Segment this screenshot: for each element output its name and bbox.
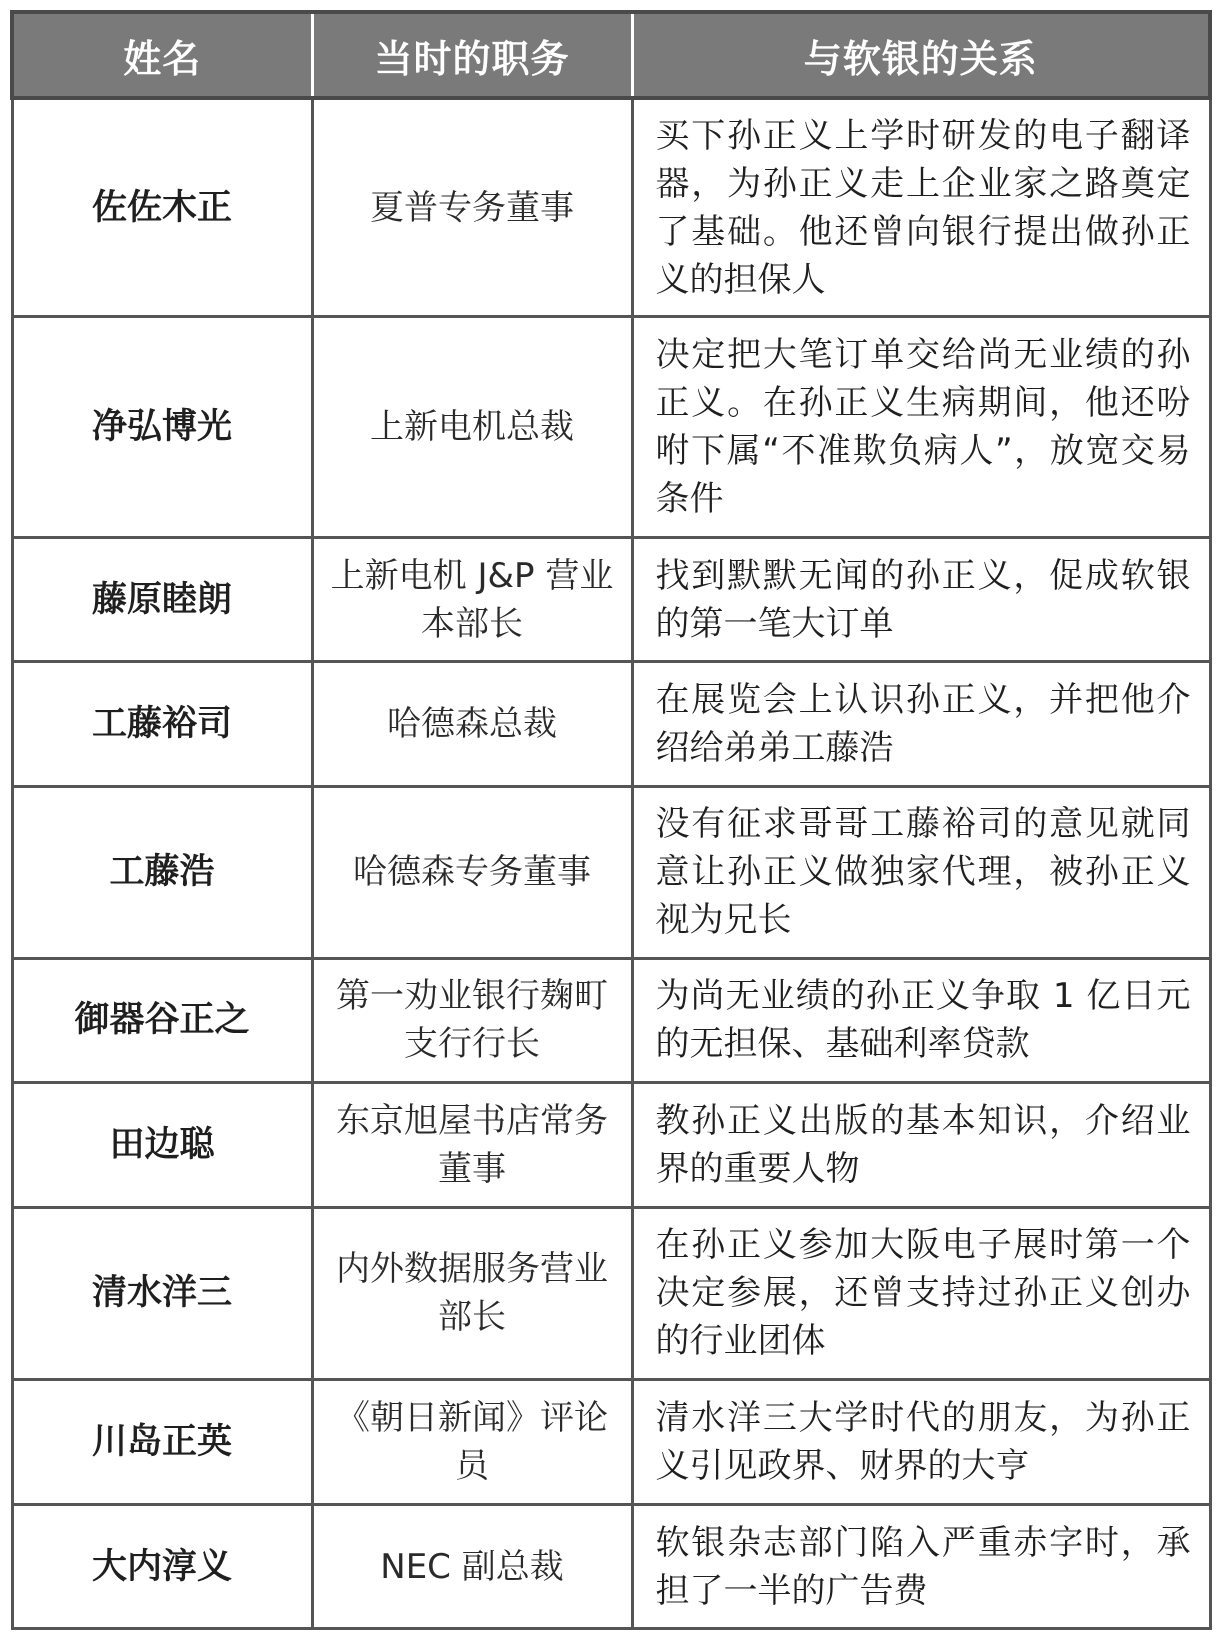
- person-relation: 软银杂志部门陷入严重赤字时，承担了一半的广告费: [632, 1505, 1210, 1629]
- person-name: 川岛正英: [12, 1379, 312, 1505]
- table-row: [12, 538, 1210, 662]
- table-row: [12, 958, 1210, 1083]
- person-position: 《朝日新闻》评论员: [312, 1379, 632, 1505]
- person-name: 工藤裕司: [12, 662, 312, 787]
- header-position: 当时的职务: [312, 12, 632, 98]
- header-relation: 与软银的关系: [632, 12, 1210, 98]
- person-position: NEC 副总裁: [312, 1505, 632, 1629]
- person-position: 东京旭屋书店常务董事: [312, 1083, 632, 1208]
- table-row: [12, 1083, 1210, 1208]
- person-name: 工藤浩: [12, 786, 312, 958]
- header-name: 姓名: [12, 12, 312, 98]
- person-relation: 买下孙正义上学时研发的电子翻译器，为孙正义走上企业家之路奠定了基础。他还曾向银行提出做孙正义的担保人: [632, 98, 1210, 317]
- person-relation: 在孙正义参加大阪电子展时第一个决定参展，还曾支持过孙正义创办的行业团体: [632, 1207, 1210, 1379]
- person-position: 哈德森总裁: [312, 662, 632, 787]
- person-relation: 在展览会上认识孙正义，并把他介绍给弟弟工藤浩: [632, 662, 1210, 787]
- relationship-table: [10, 10, 1212, 1630]
- person-name: 田边聪: [12, 1083, 312, 1208]
- person-name: 清水洋三: [12, 1207, 312, 1379]
- person-position: 上新电机 J&P 营业本部长: [312, 538, 632, 662]
- table-header-row: [12, 12, 1210, 98]
- person-position: 哈德森专务董事: [312, 786, 632, 958]
- person-position: 夏普专务董事: [312, 98, 632, 317]
- person-position: 上新电机总裁: [312, 317, 632, 538]
- person-position: 内外数据服务营业部长: [312, 1207, 632, 1379]
- table-row: [12, 317, 1210, 538]
- person-name: 大内淳义: [12, 1505, 312, 1629]
- person-relation: 找到默默无闻的孙正义，促成软银的第一笔大订单: [632, 538, 1210, 662]
- table-row: [12, 786, 1210, 958]
- person-name: 御器谷正之: [12, 958, 312, 1083]
- person-name: 藤原睦朗: [12, 538, 312, 662]
- person-position: 第一劝业银行麹町支行行长: [312, 958, 632, 1083]
- table-row: [12, 1207, 1210, 1379]
- person-relation: 教孙正义出版的基本知识，介绍业界的重要人物: [632, 1083, 1210, 1208]
- relationship-table-container: [10, 10, 1208, 1630]
- person-name: 净弘博光: [12, 317, 312, 538]
- person-name: 佐佐木正: [12, 98, 312, 317]
- person-relation: 决定把大笔订单交给尚无业绩的孙正义。在孙正义生病期间，他还吩咐下属“不准欺负病人”，放宽交易条件: [632, 317, 1210, 538]
- person-relation: 清水洋三大学时代的朋友，为孙正义引见政界、财界的大亨: [632, 1379, 1210, 1505]
- person-relation: 为尚无业绩的孙正义争取 1 亿日元的无担保、基础利率贷款: [632, 958, 1210, 1083]
- table-row: [12, 98, 1210, 317]
- table-row: [12, 1379, 1210, 1505]
- table-row: [12, 1505, 1210, 1629]
- person-relation: 没有征求哥哥工藤裕司的意见就同意让孙正义做独家代理，被孙正义视为兄长: [632, 786, 1210, 958]
- table-row: [12, 662, 1210, 787]
